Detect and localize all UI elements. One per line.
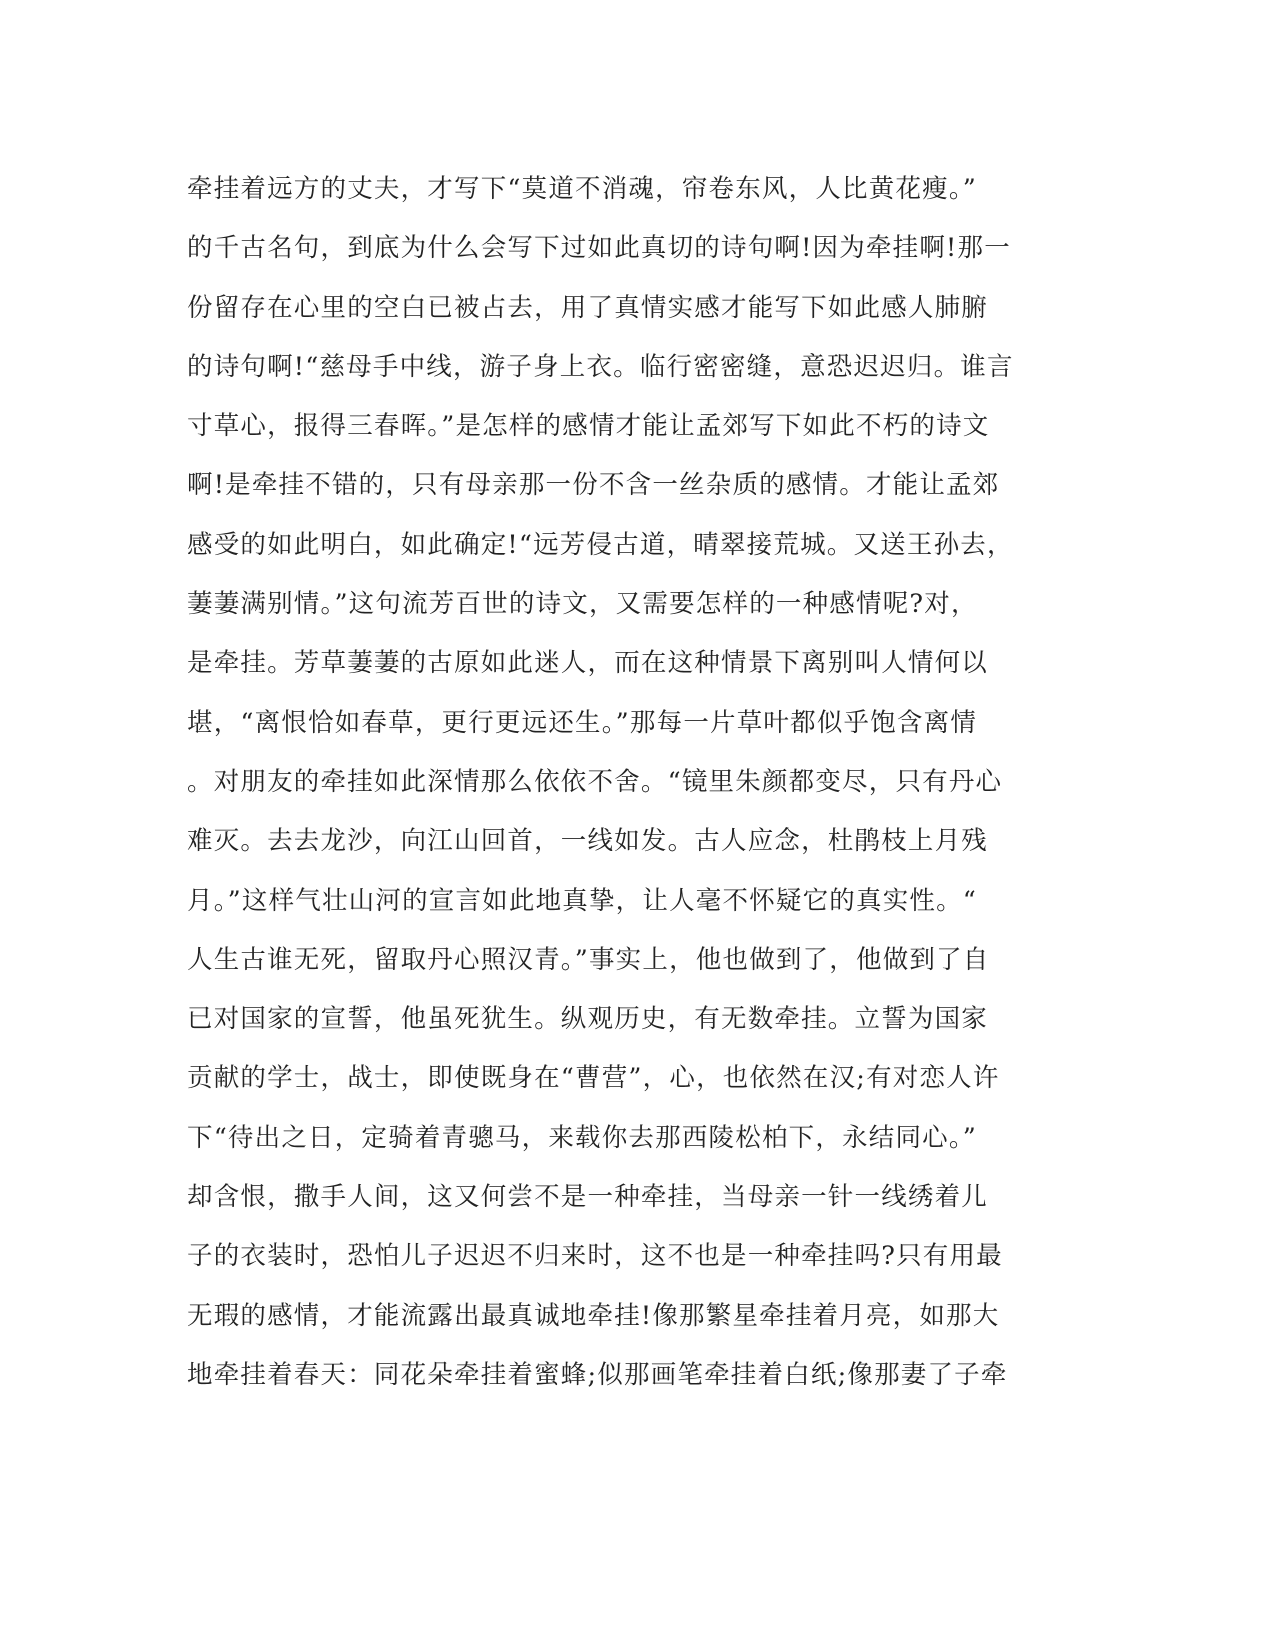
- text-line: 是牵挂。芳草萋萋的古原如此迷人，而在这种情景下离别叫人情何以: [187, 648, 989, 679]
- text-line: 的千古名句，到底为什么会写下过如此真切的诗句啊!因为牵挂啊!那一: [187, 233, 1011, 264]
- text-line: 子的衣装时，恐怕儿子迟迟不归来时，这不也是一种牵挂吗?只有用最: [187, 1241, 1003, 1272]
- text-line: 难灭。去去龙沙，向江山回首，一线如发。古人应念，杜鹃枝上月残: [187, 826, 989, 857]
- body-text: [187, 160, 1087, 1405]
- text-line: 萋萋满别情。”这句流芳百世的诗文，又需要怎样的一种感情呢?对，: [187, 589, 978, 620]
- text-line: 堪，“离恨恰如春草，更行更远还生。”那每一片草叶都似乎饱含离情: [187, 707, 978, 738]
- text-line: 感受的如此明白，如此确定!“远芳侵古道，晴翠接荒城。又送王孙去，: [187, 529, 1014, 560]
- text-line: 却含恨，撒手人间，这又何尝不是一种牵挂，当母亲一针一线绣着儿: [187, 1182, 989, 1213]
- text-line: 人生古谁无死，留取丹心照汉青。”事实上，他也做到了，他做到了自: [187, 944, 990, 975]
- text-line: 。对朋友的牵挂如此深情那么依依不舍。“镜里朱颜都变尽，只有丹心: [187, 766, 1003, 797]
- text-line: 已对国家的宣誓，他虽死犹生。纵观历史，有无数牵挂。立誓为国家: [187, 1004, 989, 1035]
- text-line: 无瑕的感情，才能流露出最真诚地牵挂!像那繁星牵挂着月亮，如那大: [187, 1300, 1000, 1331]
- text-line: 牵挂着远方的丈夫，才写下“莫道不消魂，帘卷东风，人比黄花瘦。”: [187, 174, 978, 204]
- text-line: 寸草心，报得三春晖。”是怎样的感情才能让孟郊写下如此不朽的诗文: [187, 411, 990, 442]
- text-line: 啊!是牵挂不错的，只有母亲那一份不含一丝杂质的感情。才能让孟郊: [187, 470, 1000, 501]
- text-line: 月。”这样气壮山河的宣言如此地真挚，让人毫不怀疑它的真实性。“: [187, 885, 978, 916]
- text-line: 的诗句啊!“慈母手中线，游子身上衣。临行密密缝，意恐迟迟归。谁言: [187, 351, 1014, 382]
- text-line: 贡献的学士，战士，即使既身在“曹营”，心，也依然在汉;有对恋人许: [187, 1063, 1000, 1094]
- text-line: 份留存在心里的空白已被占去，用了真情实感才能写下如此感人肺腑: [187, 292, 989, 323]
- text-line: 下“待出之日，定骑着青骢马，来载你去那西陵松柏下，永结同心。”: [187, 1122, 978, 1153]
- text-line: 地牵挂着春天：同花朵牵挂着蜜蜂;似那画笔牵挂着白纸;像那妻了子牵: [187, 1359, 1008, 1390]
